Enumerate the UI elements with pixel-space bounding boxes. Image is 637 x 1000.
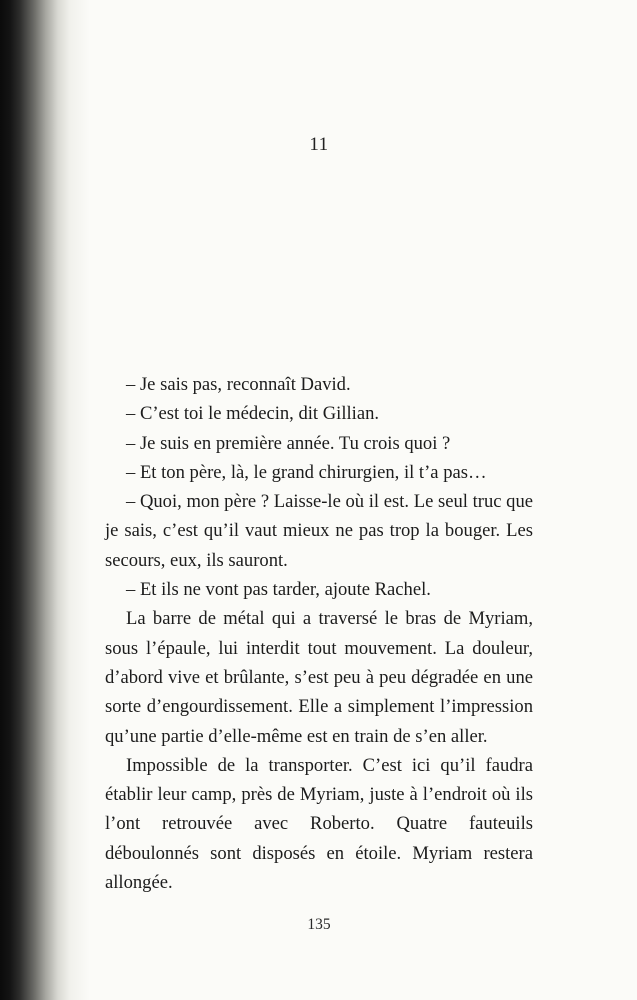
paragraph: – Et ton père, là, le grand chirurgien, il t’a pas… [126, 461, 487, 483]
paragraph: – Je sais pas, reconnaît David. [126, 374, 351, 395]
book-gutter-shadow [0, 0, 90, 1000]
paragraph: – Et ils ne vont pas tarder, ajoute Rachel. [126, 579, 431, 601]
page-number: 135 [307, 916, 331, 933]
paragraph: – Je suis en première année. Tu crois quoi ? [126, 432, 451, 454]
paragraph: – C’est toi le médecin, dit Gillian. [126, 403, 380, 425]
page-text [105, 370, 533, 897]
paragraph: – Quoi, mon père ? Laisse-le où il est. Le seul truc que je sais, c’est qu’il vaut mieux ne pas trop la bouger. Les secours, eux, ils sauront. [105, 491, 533, 571]
chapter-number: 11 [309, 134, 329, 155]
paragraph: Impossible de la transporter. C’est ici qu’il faudra établir leur camp, près de Myriam, juste à l’endroit où ils l’ont retrouvée avec Roberto. Quatre fauteuils déboulonnés sont disposés en étoile. Myriam restera allongée. [105, 754, 533, 894]
paragraph: La barre de métal qui a traversé le bras de Myriam, sous l’épaule, lui interdit tout mouvement. La douleur, d’abord vive et brûlante, s’est peu à peu dégradée en une sorte d’engourdissement. Elle a simplement l’impression qu’une partie d’elle-même est en train de s’en aller. [105, 608, 533, 747]
